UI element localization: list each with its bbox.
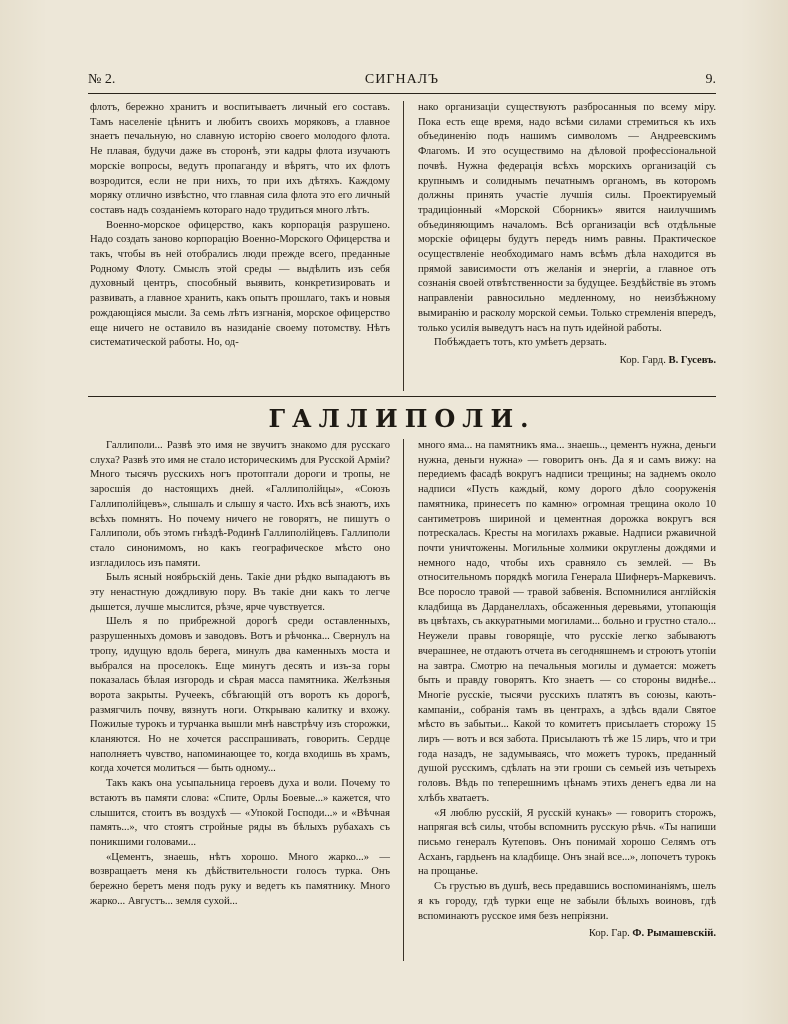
article1-right-column [418, 101, 716, 369]
paragraph: нако организаціи существуютъ разбросанныя по всему міру. Пока есть еще время, надо всѣми силами стремиться къ ихъ объединенію подъ нашимъ символомъ — Андреевскимъ Флагомъ. И это осуществимо на дѣловой профессіональной почвѣ. Нужна федерація всѣхъ морскихъ организацій съ крупнымъ и солиднымъ печатнымъ органомъ, въ которомъ должны принять участіе лучшія силы. Проектируемый традиціонный «Морской Сборникъ» явится наилучшимъ объединяющимъ началомъ. Всѣ организаціи всѣ отдѣльные морскіе офицеры будутъ передъ нимъ равны. Практическое осуществленіе необходимаго намъ всѣмъ дѣла находится въ прямой зависимости отъ желанія и энергіи, а главное отъ сознанія своей отвѣтственности за будущее. Бездѣйствіе въ этомъ направленіи равносильно медленному, но неизбѣжному вымиранію и расколу морской семьи. Только стремленія впередъ, только усилія выведутъ насъ на путь идейной работы. [418, 102, 716, 334]
signature-rank: Кор. Гард. [619, 354, 666, 366]
issue-number: № 2. [88, 72, 116, 87]
article1-left-column [90, 101, 390, 351]
header-rule [88, 93, 716, 94]
page-number: 9. [705, 72, 716, 87]
paragraph: Съ грустью въ душѣ, весь предавшись воспоминаніямъ, шелъ я къ городу, гдѣ турки еще не забыли бѣлыхъ воиновъ, гдѣ вспоминаютъ русское имя безъ непріязни. [418, 881, 716, 922]
section-rule [88, 396, 716, 397]
article1-signature [418, 354, 716, 369]
page-header [88, 72, 716, 92]
column-divider [403, 101, 404, 391]
signature-name: Ф. Рымашевскій. [632, 928, 716, 940]
paragraph: «Цементъ, знаешь, нѣтъ хорошо. Много жарко...» — возвращаетъ меня къ дѣйствительности голосъ турка. Онъ бережно беретъ меня подъ руку и ведетъ къ памятнику. Много жарко... Августъ... земля сухой... [90, 851, 390, 907]
signature-name: В. Гусевъ. [668, 354, 716, 366]
article2-left-column [90, 439, 390, 910]
paragraph: «Я люблю русскій, Я русскій кунакъ» — говоритъ сторожъ, напрягая всѣ силы, чтобы вспомнить русскую рѣчь. «Ты напиши письмо генералъ Кутеповъ. Онъ понимай хорошо Селямъ отъ Асханъ, гардьенъ на кладбище. Онъ знай все...», лопочетъ турокъ на прощанье. [418, 807, 716, 878]
paragraph: Галлиполи... Развѣ это имя не звучитъ знакомо для русскаго слуха? Развѣ это имя не стало историческимъ для Русской Арміи? Много тысячъ русскихъ ногъ протоптали дороги и тропы, не заросшія до настоящихъ дней. «Галлиполійцы», «Союзъ Галлиполійцевъ», слышалъ и слышу я часто. Ихъ всѣ знаютъ, ихъ всѣхъ помнятъ. Но почему ничего не говорятъ, не пишутъ о Галлиполи, объ этомъ гнѣздѣ-Родинѣ Галлиполійцевъ. Галлиполи стало синонимомъ, но какъ географическое мѣсто оно изгладилось изъ памяти. [90, 440, 390, 569]
newspaper-title: СИГНАЛЪ [364, 72, 440, 87]
article2-signature [418, 927, 716, 942]
signature-rank: Кор. Гар. [588, 928, 630, 940]
paragraph: Шелъ я по прибрежной дорогѣ среди оставленныхъ, разрушенныхъ домовъ и заводовъ. Вотъ и рѣчонка... Свернулъ на тропу, идущую вдоль берега, минулъ два каменныхъ моста и выбрался на проселокъ. Еще минутъ десять и изъ-за горы показалась бѣлая изгородь и сѣрая масса памятника. Желѣзныя ворота закрыты. Ручеекъ, сбѣгающій отъ воротъ къ дорогѣ, размягчилъ почву, вязнутъ ноги. Открываю калитку и вхожу. Пожилые турокъ и турчанка вышли мнѣ навстрѣчу изъ сторожки, кланяются. Но не хочется расспрашивать, говорить. Сердце наполняетъ чувство, напоминающее то, когда входишь въ храмъ, когда хочется молиться — быть одному... [90, 616, 390, 775]
paragraph: много яма... на памятникъ яма... знаешь.., цементъ нужна, деньги нужна, деньги нужна» — говоритъ онъ. Да я и самъ вижу: на передиемъ фасадѣ вокругъ надписи трещины; на заднемъ около надписи «Пусть каждый, кому дорого дѣло сооруженія памятника, принесетъ по камню» огромная трещина около 10 сантиметровъ шириной и цементная дорожка вокругъ вся потрескалась. Кресты на могилахъ ржавые. Надписи ржавичной почти уничтожены. Могильные холмики округлены дождями и немного надо, чтобы ихъ сравняло съ землей. — Въ относительномъ порядкѣ могила Генерала Шифнеръ-Маркевичъ. Все поросло травой — травой забвенія. Вспомнилися англійскія кладбища въ Дарданеллахъ, обсаженныя деревьями, утопающія въ цвѣтахъ, съ аккуратными могилами... больно и грустно стало... Неужели правы говорящіе, что русскіе легко забываютъ вчерашнее, не отдаютъ отчета въ сегодняшнемъ и строютъ утопіи на завтра. Смотрю на печальныя могилы и думается: можетъ быть и правду говорятъ. Кто знаетъ — со стороны виднѣе... Многіе русскіе, тысячи русскихъ платятъ въ союзы, кають-кампаніи,, собранія тамъ въ центрахъ, а здѣсь вдали Святое мѣсто въ забытьи... Какой то комитетъ присылаетъ сторожу 15 лиръ — вотъ и вся забота. Присылаютъ тѣ же 15 лиръ, что и три года назадъ, не задумываясь, что можетъ турокъ, преданный душой русскимъ, сдѣлать на эти гроши съ семьей изъ четырехъ головъ. Вѣдь по теперешнимъ цѣнамъ этихъ денегъ едва ли на хлѣбъ хватаетъ. [418, 440, 716, 804]
closing-line: Побѣждаетъ тотъ, кто умѣетъ дерзать. [434, 337, 607, 349]
paragraph: Военно-морское офицерство, какъ корпорація разрушено. Надо создать заново корпорацію Военно-Морского Офицерства и такъ, чтобы въ ней отобрались люди прежде всего, преданные Родному Флоту. Смыслъ этой среды — выдѣлить изъ себя духовный центръ, способный выявить, конкретизировать и развивать, а главное хранить, какъ опытъ прошлаго, такъ и новыя рождающіяся мысли. За семь лѣтъ изгнанія, морское офицерство еще ничего не оставило въ назиданіе своему потомству. Нѣтъ систематической работы. Но, од- [90, 219, 390, 349]
column-divider [403, 439, 404, 961]
article-title: ГАЛЛИПОЛИ. [268, 404, 536, 433]
paragraph: Былъ ясный ноябрьскій день. Такіе дни рѣдко выпадаютъ въ эту ненастную дождливую пору. Въ такіе дни какъ то легче дышется, лучше мыслится, рѣзче, ярче чувствуется. [90, 572, 390, 613]
article2-right-column [418, 439, 716, 942]
paragraph: Такъ какъ она усыпальница героевъ духа и воли. Почему то встаютъ въ памяти слова: «Спите, Орлы Боевые...» кажется, что слышится, стоитъ въ воздухѣ — «Упокой Господи...» и «Вѣчная память...», что стоятъ стройные ряды въ бѣлыхъ рубахахъ съ поникшими головами... [90, 778, 390, 848]
paragraph: флотъ, бережно хранитъ и воспитываетъ личный его составъ. Тамъ населеніе цѣнитъ и любитъ своихъ моряковъ, а главное знаетъ печальную, но славную исторію своего молодого флота. Не плавая, будучи даже въ сторонѣ, эти кадры флота изучаютъ морскіе вопросы, ведутъ пропаганду и вѣрятъ, что их флотъ возродится, если не при нихъ, то при ихъ дѣтяхъ. Каждому моряку отлично извѣстно, что главная сила флота это его личный составъ надъ созданіемъ котораго надо трудиться много лѣтъ. [90, 102, 390, 216]
